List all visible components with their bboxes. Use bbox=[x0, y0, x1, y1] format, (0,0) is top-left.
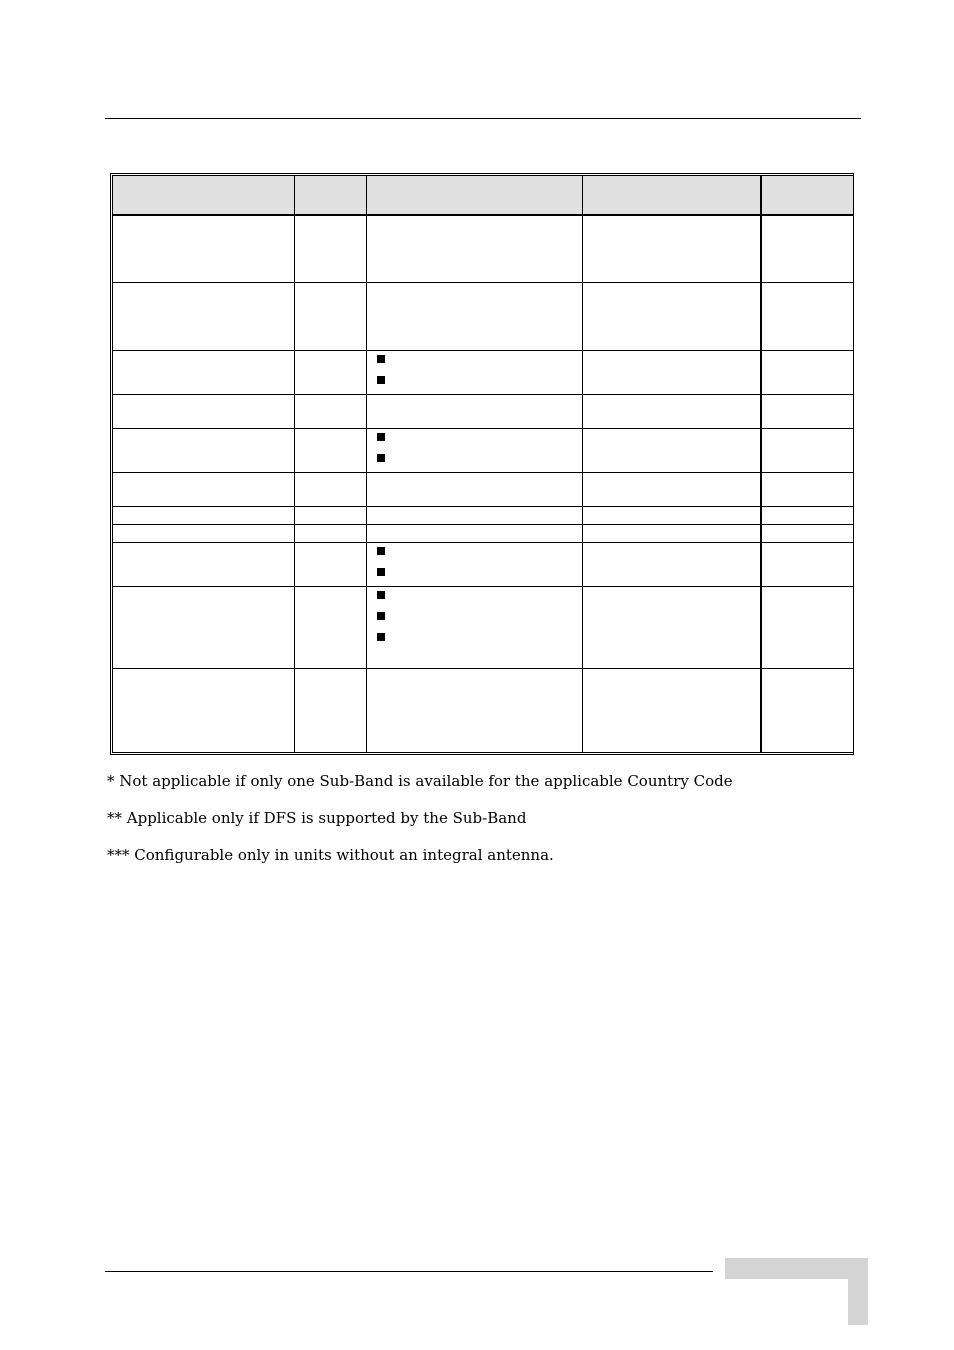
list-item bbox=[376, 372, 582, 393]
list-item bbox=[376, 429, 582, 450]
list-item bbox=[376, 450, 582, 471]
list-item bbox=[376, 587, 582, 608]
table-row bbox=[113, 542, 854, 586]
table-row bbox=[113, 394, 854, 428]
list-item bbox=[376, 351, 582, 372]
table-row bbox=[113, 350, 854, 394]
header-cell bbox=[761, 176, 854, 216]
table-row bbox=[113, 506, 854, 524]
table-row bbox=[113, 215, 854, 282]
table-row bbox=[113, 472, 854, 506]
table-row bbox=[113, 668, 854, 752]
list-item bbox=[376, 629, 582, 650]
table-row bbox=[113, 428, 854, 472]
list-item bbox=[376, 543, 582, 564]
header-cell bbox=[367, 176, 583, 216]
bullet-square-icon bbox=[377, 433, 385, 441]
bullet-square-icon bbox=[377, 612, 385, 620]
list-item bbox=[376, 608, 582, 629]
page-tab-marker-side bbox=[848, 1258, 868, 1325]
bullet-square-icon bbox=[377, 633, 385, 641]
bullet-square-icon bbox=[377, 591, 385, 599]
bullet-square-icon bbox=[377, 454, 385, 462]
footnote-dfs: ** Applicable only if DFS is supported by the Sub-Band bbox=[107, 809, 527, 827]
header-cell bbox=[295, 176, 367, 216]
footer-rule bbox=[105, 1271, 713, 1272]
header-cell bbox=[113, 176, 295, 216]
footnote-not-applicable: * Not applicable if only one Sub-Band is available for the applicable Country Code bbox=[107, 772, 733, 790]
bullet-square-icon bbox=[377, 355, 385, 363]
table-header-row bbox=[113, 176, 854, 216]
footnote-antenna: *** Configurable only in units without an integral antenna. bbox=[107, 846, 554, 864]
bullet-square-icon bbox=[377, 568, 385, 576]
table-row bbox=[113, 524, 854, 542]
list-item bbox=[376, 564, 582, 585]
bullet-square-icon bbox=[377, 376, 385, 384]
header-rule bbox=[105, 118, 861, 119]
table-row bbox=[113, 586, 854, 668]
parameters-table bbox=[112, 175, 854, 753]
table-row bbox=[113, 282, 854, 350]
header-cell bbox=[583, 176, 761, 216]
page-tab-marker bbox=[725, 1258, 868, 1279]
bullet-square-icon bbox=[377, 547, 385, 555]
